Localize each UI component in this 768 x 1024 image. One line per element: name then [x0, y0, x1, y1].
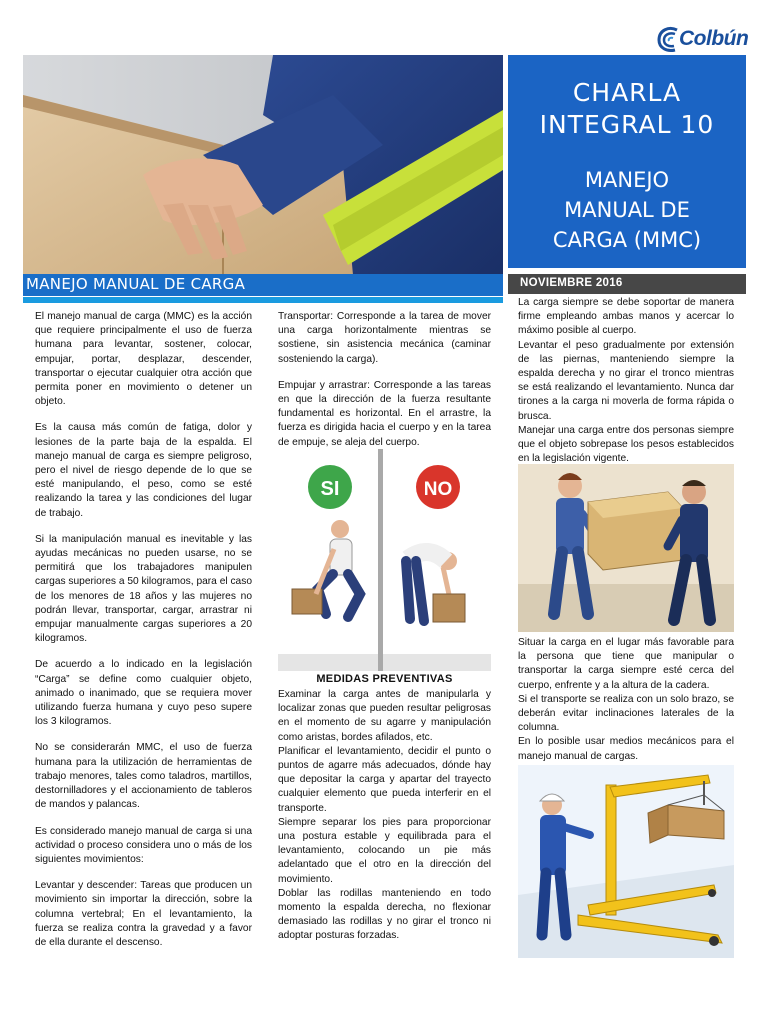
date-bar: [508, 274, 746, 294]
column-1: [35, 310, 252, 962]
no-label: NO: [423, 479, 453, 500]
section-underline: [23, 297, 503, 303]
paragraph: Levantar el peso gradualmente por extensión de las piernas, manteniendo siempre la espalda derecha y no girar el tronco mientras se está realizando el levantamiento. Nunca dar tirones a la carga ni moverla de forma rápida o brusca.: [518, 339, 734, 422]
two-person-carry-illustration: [518, 464, 734, 632]
subtitle-line-3: CARGA (MMC): [552, 228, 702, 252]
paragraph: Manejar una carga entre dos personas siempre que el objeto sobrepase los pesos establecidos en la legislación vigente.: [518, 424, 734, 465]
mechanical-crane-illustration: [518, 765, 734, 958]
medida-item: Planificar el levantamiento, decidir el punto o puntos de agarre más adecuados, dónde hay que depositar la carga y apartar del trayecto cualquier elemento que pueda interferir en el transporte.: [278, 745, 491, 814]
paragraph: La carga siempre se debe soportar de manera firme empleando ambas manos y acercar lo máximo posible al cuerpo.: [518, 297, 734, 337]
hero-photo: [23, 55, 503, 275]
paragraph: De acuerdo a lo indicado en la legislación “Carga” se define como cualquier objeto, animado o inanimado, que se requiera mover utilizando fuerza humana y cuyo peso supere los 3 kilogramos.: [35, 659, 252, 728]
logo-text: Colbún: [679, 27, 749, 50]
paragraph: Levantar y descender: Tareas que producen un movimiento sin importar la dirección, sobre la columna vertebral; En el levantamiento, la fuerza se realiza contra la gravedad y a favor de ella durante el descenso.: [35, 880, 252, 948]
subtitle-line-2: MANUAL DE: [564, 198, 690, 222]
section-banner: [23, 274, 503, 296]
medida-item: Siempre separar los pies para proporcionar una postura estable y equilibrada para el levantamiento, colocando un pie más adelantado que el otro en la dirección del movimiento.: [278, 816, 491, 885]
title-line-integral: INTEGRAL 10: [539, 110, 715, 139]
medidas-title: MEDIDAS PREVENTIVAS: [316, 673, 453, 685]
medida-item: Examinar la carga antes de manipularla y localizar zonas que pueden resultar peligrosas en el momento de su agarre y manipulación como aristas, bordes afilados, etc.: [278, 689, 491, 743]
paragraph: Es considerado manejo manual de carga si una actividad o proceso considera uno o más de los siguientes movimientos:: [35, 825, 252, 865]
paragraph: En lo posible usar medios mecánicos para el manejo manual de cargas.: [518, 736, 734, 762]
paragraph: Es la causa más común de fatiga, dolor y lesiones de la parte baja de la espalda. El manejo manual de carga es siempre peligroso, pero el nivel de riesgo depende de lo que se esté manipulando, el peso, como se esté realizando la tarea y las condiciones del lugar de trabajo.: [35, 422, 252, 519]
subtitle-line-1: MANEJO: [584, 168, 670, 192]
title-line-charla: CHARLA: [572, 78, 682, 107]
section-banner-title: MANEJO MANUAL DE CARGA: [26, 275, 246, 293]
paragraph: Si el transporte se realiza con un solo brazo, se deberán evitar inclinaciones laterales de la columna.: [518, 693, 734, 734]
title-panel: [508, 55, 746, 268]
paragraph: Si la manipulación manual es inevitable y las ayudas mecánicas no pueden usarse, no se permitirá que los trabajadores manipulen cargas superiores a 50 kilogramos, para el caso de los menores de 18 años y las mujeres no podrán llevar, transportar, cargar, arrastrar ni empujar manualmente cargas superiores a 20 kilogramos.: [35, 533, 252, 645]
paragraph: No se considerarán MMC, el uso de fuerza humana para la utilización de herramientas de trabajo menores, tales como taladros, martillos, destornilladores y el accionamiento de tableros de mandos y palancas.: [35, 742, 252, 811]
column-2: [278, 310, 491, 462]
date-label: NOVIEMBRE 2016: [520, 277, 623, 289]
medidas-list: [278, 688, 491, 944]
paragraph: El manejo manual de carga (MMC) es la acción que requiere principalmente el uso de fuerza humana para levantar, sostener, colocar, empujar, portar, desplazar, descender, transportar o ejecutar cualquier otra acción que permita poner en movimiento o detener un objeto.: [35, 311, 252, 408]
paragraph: Transportar: Corresponde a la tarea de mover una carga horizontalmente mientras se sostiene, sin asistencia mecánica (caminar sosteniendo la carga).: [278, 311, 491, 365]
column-3: [518, 296, 734, 466]
paragraph: Situar la carga en el lugar más favorable para la persona que tiene que manipular o transportar la carga siempre esté cerca del cuerpo, enfrente y a la altura de la cadera.: [518, 637, 734, 691]
colbun-logo: [655, 22, 755, 56]
medida-item: Doblar las rodillas manteniendo en todo momento la espalda derecha, no flexionar demasiado las rodillas y no girar el tronco ni adoptar posturas forzadas.: [278, 887, 491, 942]
column-3-lower: [518, 636, 734, 764]
si-no-lifting-illustration: [278, 449, 491, 671]
si-label: SI: [320, 478, 340, 500]
paragraph: Empujar y arrastrar: Corresponde a las tareas en que la dirección de la fuerza resultante fundamental es horizontal. En el arrastre, la fuerza es dirigida hacia el cuerpo y en la tarea de empuje, se aleja del cuerpo.: [278, 379, 491, 448]
